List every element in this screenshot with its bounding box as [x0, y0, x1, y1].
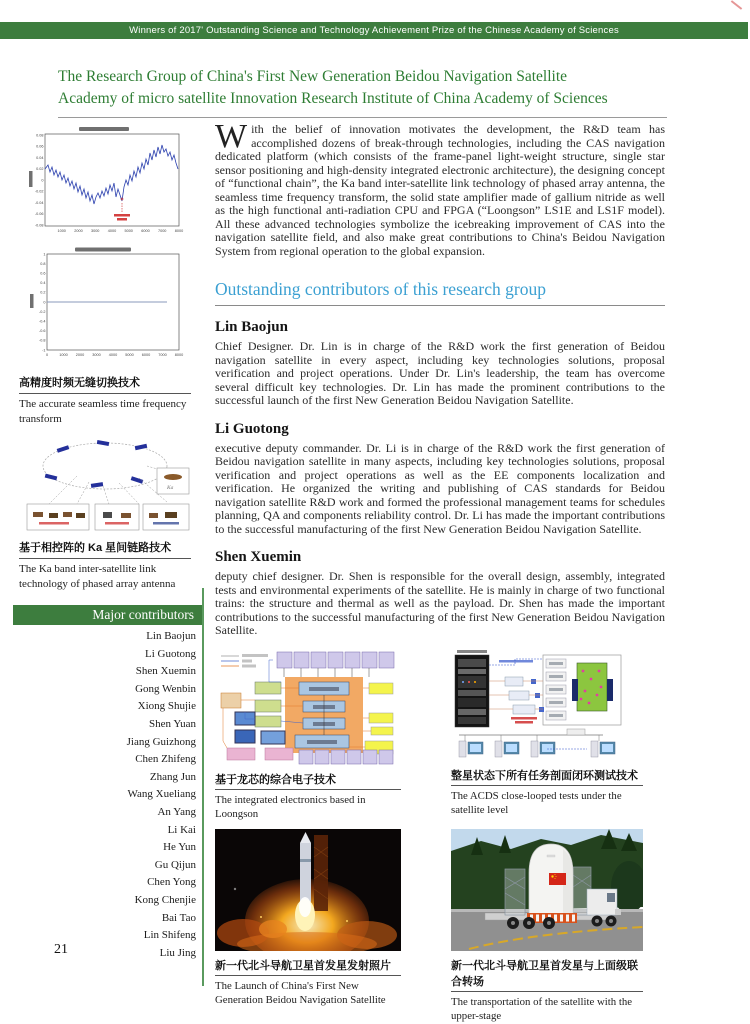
- tan-box: [221, 693, 241, 708]
- x-tick: 4000: [107, 229, 117, 233]
- intro-text: ith the belief of innovation motivates the development, the R&D team has accomplished dozens of break-through technologies, including the CAS navigation dedicated platform (which consists of the frame-panel light-weight structure, single star sensor positioning and high-density integrated electronic architecture), the designing concept of “functional chain”, the Ka band inter-satellite link technology of phased array antenna, the seamless time frequency transform, the solid state amplifier made of gallium nitride as well as the high functional anti-radiation CPU and FPGA (“Loongson” LS1E and LS1F model). All these advanced technologies symbolize the icebreaking improvement of CAS into the navigation satellite field, and also make great contributions to China's Beidou Navigation System from regional operation to the global expansion.: [215, 122, 665, 258]
- page-title-line2: Academy of micro satellite Innovation Research Institute of China Academy of Sciences: [58, 90, 608, 107]
- link-lines: [49, 466, 167, 504]
- caption-en: The accurate seamless time frequency transform: [19, 398, 187, 425]
- section-heading: Outstanding contributors of this research group: [215, 279, 546, 299]
- x-tick: 2000: [74, 229, 83, 233]
- contributor-list-item: He Yun: [163, 841, 196, 854]
- caption-zh: 新一代北斗导航卫星首发星与上面级联合转场: [451, 957, 643, 992]
- y-tick: 0: [41, 178, 44, 183]
- smoke-cloud: [259, 920, 287, 938]
- x-tick: 1000: [57, 229, 66, 233]
- y-tick: -0.6: [38, 329, 46, 334]
- contributor-name-shen-xuemin: Shen Xuemin: [215, 549, 302, 565]
- intro-paragraph: [215, 118, 665, 258]
- y-tick: 0.6: [40, 271, 46, 276]
- figure-loongson: [215, 649, 401, 822]
- y-tick: -0.2: [38, 309, 46, 314]
- y-tick: 0.08: [36, 133, 44, 138]
- clock-switch-charts: [17, 125, 202, 368]
- contributor-list-item: Gu Qijun: [154, 858, 196, 871]
- y-tick: 0: [43, 300, 46, 305]
- intersatellite-link-diagram-image: [19, 436, 192, 533]
- x-tick: 3000: [92, 353, 101, 357]
- caption-en: The ACDS close-looped tests under the satellite level: [451, 789, 622, 816]
- ka-label: Ka: [167, 485, 174, 491]
- aircraft-icon: [164, 474, 182, 480]
- caption-zh: 整星状态下所有任务剖面闭环测试技术: [451, 767, 643, 786]
- contributor-list-item: Xiong Shujie: [137, 700, 196, 713]
- caption-zh: 高精度时频无缝切换技术: [19, 374, 191, 394]
- x-tick: 8000: [174, 353, 184, 357]
- illegible-y-label: [30, 294, 34, 308]
- page-title-line1: The Research Group of China's First New Generation Beidou Navigation Satellite: [58, 68, 568, 85]
- contributor-list-item: An Yang: [157, 805, 196, 818]
- x-tick: 5000: [125, 353, 134, 357]
- section-rule: [215, 305, 665, 306]
- contributor-list-item: Li Guotong: [144, 647, 196, 660]
- contributor-list-item: Lin Baojun: [146, 630, 196, 642]
- major-contributors-list: [13, 628, 196, 962]
- x-tick: 3000: [90, 229, 100, 233]
- contributor-list-item: Jiang Guizhong: [126, 735, 196, 748]
- y-tick: -0.02: [34, 189, 44, 194]
- y-tick: -0.04: [34, 200, 44, 205]
- page-number: 21: [54, 942, 68, 957]
- top-banner: Winners of 2017' Outstanding Science and Technology Achievement Prize of the Chinese Academy of Sciences: [0, 22, 748, 39]
- china-flag: [549, 873, 566, 885]
- page-title: [58, 66, 667, 118]
- contributor-bio: Chief Designer. Dr. Lin is in charge of the R&D work the first generation of Beidou navigation satellite in every aspect, including key technologies solutions, proposal verification and project operations. Under Dr. Lin's leadership, the team has overcome several difficult key technologies. Dr. Lin has made the prominent contributions to the successful launch of the first New Generation Beidou Navigation Satellite.: [215, 339, 665, 407]
- satellite-model: [572, 663, 613, 711]
- y-tick: 0.8: [40, 261, 46, 266]
- contributor-list-item: Chen Yong: [147, 876, 196, 889]
- x-tick: 0: [45, 353, 49, 357]
- left-sidebar: [13, 125, 202, 962]
- figure-acds: [451, 649, 643, 818]
- x-tick: 8000: [174, 229, 184, 233]
- contributor-list-item: Bai Tao: [161, 911, 196, 924]
- corner-mark: [731, 0, 742, 10]
- contributor-list-item: Zhang Jun: [149, 770, 196, 783]
- contributor-list-item: Liu Jing: [159, 946, 196, 959]
- illegible-chart-title: [75, 248, 131, 252]
- rocket: [300, 832, 311, 903]
- signal-boxes: [505, 677, 535, 714]
- launch-tower: [314, 835, 328, 911]
- caption-zh: 基于龙芯的综合电子技术: [215, 771, 401, 790]
- main-column: [215, 118, 665, 1024]
- figure-launch-photo: [215, 829, 401, 1008]
- tech-figures-row: [215, 649, 643, 822]
- illegible-y-label: [29, 171, 33, 187]
- contributor-list-item: Gong Wenbin: [135, 682, 196, 695]
- equipment-rack: [455, 655, 489, 727]
- drop-cap: W: [215, 118, 248, 155]
- y-tick: 1: [43, 252, 46, 257]
- photo-figures-row: [215, 829, 643, 1024]
- legend: [221, 654, 268, 668]
- output-phase-chart-image: [17, 246, 189, 368]
- major-contributors-heading: Major contributors: [13, 605, 202, 625]
- contributor-name-li-guotong: Li Guotong: [215, 420, 289, 437]
- y-tick: -0.06: [34, 212, 44, 216]
- illegible-chart-title: [79, 127, 129, 131]
- contributor-bio: executive deputy commander. Dr. Li is in charge of the R&D work the first generation of Beidou navigation satellite in many aspects, including key technologies solutions, proposal verification and project operations as well as the EE components localization and verification. He organized the writing and publishing of CAS standards for Beidou navigation satellite R&D work and formed the professional management teams for schedules planning, QA and components reliability control. Dr. Li has made the important contributions to the successful manufacturing of the first New Generation Beidou Navigation Satellite.: [215, 440, 665, 536]
- figure-transport-photo: [451, 829, 643, 1024]
- caption-en: The Ka band inter-satellite link technology of phased array antenna: [19, 563, 176, 590]
- sidebar-figure2-caption: [19, 539, 191, 592]
- contributor-list-item: Kong Chenjie: [134, 893, 196, 906]
- x-tick: 7000: [157, 229, 167, 233]
- rocket-launch-photo-image: [215, 829, 401, 951]
- contributor-list-item: Wang Xueliang: [127, 788, 196, 801]
- truck-cab: [587, 889, 621, 915]
- top-module-boxes: [277, 652, 394, 668]
- contributor-bio: deputy chief designer. Dr. Shen is responsible for the overall design, assembly, integrated tests and environmental experiments of the satellite. He is mainly in charge of two functional trains: the structure and thermal as well as the payload. Dr. Shen has made the important contributions to the successful manufacturing of the first New Generation Beidou Navigation Satellite.: [215, 569, 665, 637]
- contributor-list-item: Li Kai: [167, 823, 196, 836]
- x-tick: 7000: [158, 353, 167, 357]
- sidebar-figure1-caption: [19, 374, 191, 427]
- green-boxes: [255, 682, 281, 727]
- sidebar-divider-line: [202, 588, 204, 986]
- yellow-boxes: [365, 683, 393, 754]
- y-tick: -0.4: [38, 319, 46, 324]
- lan-and-computers: [459, 729, 615, 757]
- x-tick: 6000: [141, 353, 151, 357]
- y-tick: 0.06: [36, 144, 44, 149]
- y-tick: 0.4: [40, 281, 46, 286]
- y-tick: 0.2: [40, 290, 46, 295]
- satellite-icons: [45, 440, 148, 488]
- satellite-transport-photo-image: [451, 829, 643, 951]
- caption-en: The integrated electronics based in Loongson: [215, 793, 366, 820]
- caption-en: The transportation of the satellite with the upper-stage: [451, 995, 633, 1022]
- contributor-list-item: Chen Zhifeng: [135, 753, 196, 766]
- caption-zh: 新一代北斗导航卫星首发星发射照片: [215, 957, 401, 976]
- caption-zh: 基于相控阵的 Ka 星间链路技术: [19, 539, 191, 559]
- ground-station-boxes: [27, 504, 189, 530]
- pink-boxes: [227, 748, 293, 760]
- loongson-electronics-diagram-image: [215, 649, 401, 765]
- x-tick: 2000: [75, 353, 85, 357]
- acds-test-diagram-image: [451, 649, 623, 761]
- contributor-name-lin-baojun: Lin Baojun: [215, 319, 288, 335]
- contributor-list-item: Shen Yuan: [149, 717, 196, 730]
- contributor-list-item: Lin Shifeng: [143, 929, 196, 942]
- y-tick: -0.8: [38, 338, 46, 343]
- top-arrows: [284, 668, 369, 677]
- x-tick: 1000: [59, 353, 68, 357]
- y-tick: 0.04: [36, 155, 44, 160]
- contributor-list-item: Shen Xuemin: [135, 665, 196, 678]
- y-tick: -0.08: [34, 223, 44, 228]
- x-tick: 6000: [141, 229, 150, 233]
- caption-en: The Launch of China's First New Generation Beidou Navigation Satellite: [215, 979, 386, 1006]
- phase-offset-chart-image: [17, 125, 189, 243]
- x-tick: 5000: [124, 229, 133, 233]
- x-tick: 4000: [108, 353, 118, 357]
- y-tick: -1: [42, 348, 46, 353]
- y-tick: 0.02: [36, 167, 44, 171]
